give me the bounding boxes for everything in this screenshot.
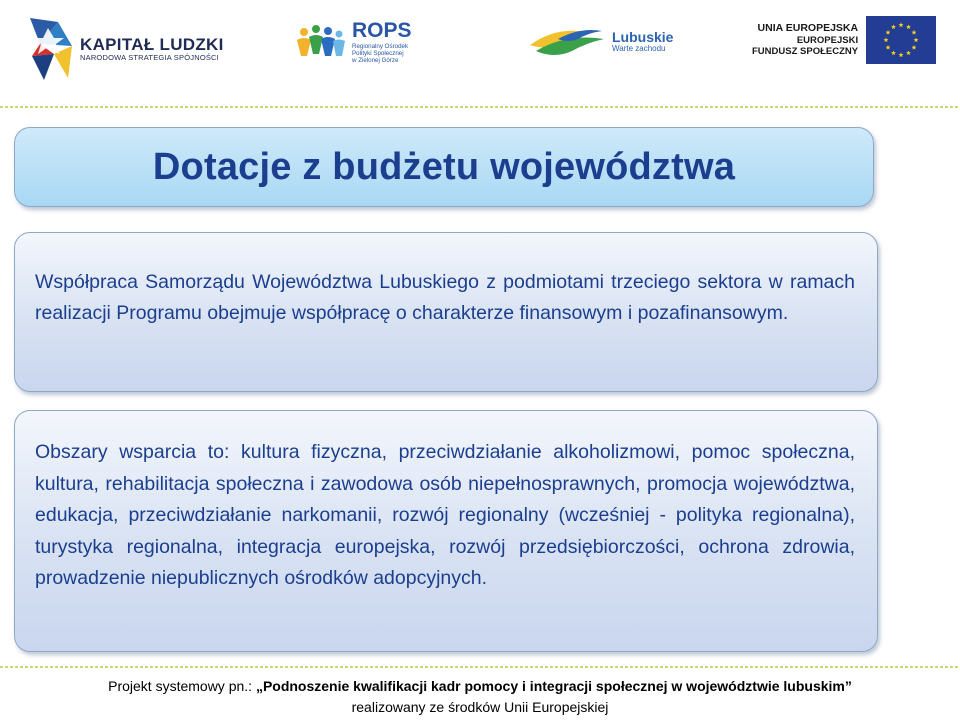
eu-line-1: UNIA EUROPEJSKA bbox=[757, 22, 859, 35]
top-divider bbox=[0, 104, 960, 110]
slide-title: Dotacje z budżetu województwa bbox=[152, 145, 736, 188]
eu-line-3: FUNDUSZ SPOŁECZNY bbox=[752, 46, 859, 58]
paragraph-box-1 bbox=[14, 232, 878, 392]
kapital-ludzki-title: KAPITAŁ LUDZKI bbox=[80, 35, 224, 55]
eu-line-2: EUROPEJSKI bbox=[796, 34, 859, 46]
lubuskie-title: Lubuskie bbox=[612, 28, 674, 45]
paragraph-2: Obszary wsparcia to: kultura fizyczna, przeciwdziałanie alkoholizmowi, pomoc społeczna, kultura, rehabilitacja społeczna i zawodowa osób niepełnosprawnych, promocja województwa, edukacja, przeciwdziałanie narkomanii, rozwój regionalny (wcześniej - polityka regionalna), turystyka regionalna, integracja europejska, rozwój przedsiębiorczości, ochrona zdrowia, prowadzenie niepublicznych ośrodków adopcyjnych. bbox=[35, 441, 855, 589]
footer-prefix: Projekt systemowy pn.: bbox=[108, 678, 256, 694]
footer bbox=[0, 676, 960, 718]
paragraph-1: Współpraca Samorządu Województwa Lubuskiego z podmiotami trzeciego sektora w ramach realizacji Programu obejmuje współpracę o charakterze finansowym i pozafinansowym. bbox=[35, 271, 855, 324]
title-box bbox=[14, 127, 874, 207]
eu-flag-icon bbox=[866, 16, 936, 64]
bottom-divider bbox=[0, 664, 960, 670]
footer-line-1 bbox=[0, 676, 960, 697]
kapital-ludzki-logo bbox=[28, 14, 224, 84]
lubuskie-subtitle: Warte zachodu bbox=[612, 43, 666, 53]
kapital-ludzki-subtitle: NARODOWA STRATEGIA SPÓJNOŚCI bbox=[80, 52, 219, 62]
kapital-ludzki-star-icon bbox=[28, 16, 74, 82]
footer-line-2: realizowany ze środków Unii Europejskiej bbox=[351, 699, 609, 715]
header-logos bbox=[0, 0, 960, 100]
eu-logo bbox=[752, 14, 936, 66]
rops-subtitle: Regionalny Ośrodek Polityki Społecznej w Zielonej Górze bbox=[352, 42, 409, 65]
footer-project-name: „Podnoszenie kwalifikacji kadr pomocy i integracji społecznej w województwie lubuskim” bbox=[255, 678, 852, 694]
rops-people-icon bbox=[296, 22, 346, 62]
rops-title: ROPS bbox=[352, 18, 412, 42]
lubuskie-wave-icon bbox=[528, 21, 608, 61]
lubuskie-logo bbox=[528, 18, 673, 64]
rops-logo bbox=[296, 16, 412, 68]
paragraph-box-2 bbox=[14, 410, 878, 652]
